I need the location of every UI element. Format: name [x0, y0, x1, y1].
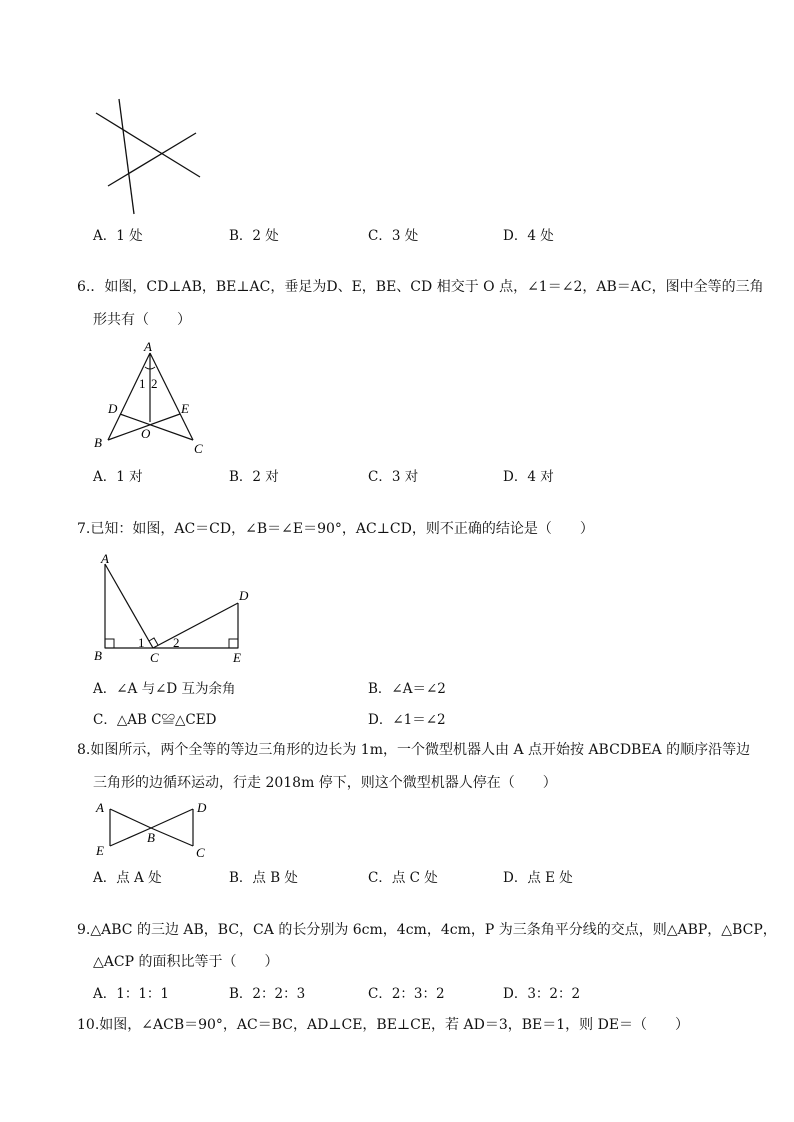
q6-option-b: B．2 对	[229, 469, 279, 485]
q8-segment-eb	[110, 828, 151, 846]
q7-label-b: B	[94, 648, 102, 663]
q8-label-c: C	[196, 845, 205, 860]
q7-label-1: 1	[138, 635, 145, 650]
q9-option-a: A．1：1：1	[93, 986, 170, 1002]
q7-label-d: D	[239, 588, 249, 603]
q10-question-line-1: 10.如图，∠ACB＝90°，AC＝BC，AD⊥CE，BE⊥CE，若 AD＝3，BE＝1，则 DE＝（ ）	[77, 1017, 690, 1033]
q6-option-a: A．1 对	[93, 469, 143, 485]
q8-option-c: C．点 C 处	[368, 870, 438, 886]
q8-segment-bd	[151, 809, 193, 828]
q7-label-c: C	[150, 650, 159, 665]
q7-label-a: A	[101, 551, 109, 566]
q9-question-line-1: 9.△ABC 的三边 AB，BC，CA 的长分别为 6cm，4cm，4cm，P 为三条角平分线的交点，则△ABP，△BCP，	[77, 922, 777, 938]
q8-segment-bc	[151, 828, 193, 846]
q8-question-line-2: 三角形的边循环运动，行走 2018m 停下，则这个微型机器人停在（ ）	[93, 775, 557, 791]
q8-label-d: D	[197, 800, 207, 815]
q8-label-b: B	[147, 830, 155, 845]
q6-label-2: 2	[151, 376, 158, 391]
q6-label-d: D	[108, 401, 118, 416]
q6-label-b: B	[94, 435, 102, 450]
q6-option-c: C．3 对	[368, 469, 419, 485]
q6-question-line-2: 形共有（ ）	[93, 312, 191, 328]
q7-option-b: B．∠A＝∠2	[368, 681, 446, 697]
q8-label-e: E	[96, 843, 104, 858]
q6-option-d: D．4 对	[503, 469, 554, 485]
q8-option-a: A．点 A 处	[93, 870, 162, 886]
q6-label-e: E	[181, 401, 189, 416]
q9-question-line-2: △ACP 的面积比等于（ ）	[93, 954, 279, 970]
q6-question-line-1: 6.．如图，CD⊥AB，BE⊥AC，垂足为D、E，BE、CD 相交于 O 点，∠1＝∠2，AB＝AC，图中全等的三角	[77, 279, 764, 295]
q8-question-line-1: 8.如图所示，两个全等的等边三角形的边长为 1m，一个微型机器人由 A 点开始按 ABCDBEA 的顺序沿等边	[77, 742, 751, 758]
q8-option-d: D．点 E 处	[503, 870, 573, 886]
q7-option-d: D．∠1＝∠2	[368, 712, 446, 728]
q6-label-o: O	[141, 426, 151, 441]
q8-label-a: A	[96, 800, 104, 815]
q7-option-a: A．∠A 与∠D 互为余角	[93, 681, 236, 697]
q7-option-c: C．△AB C≌△CED	[93, 712, 217, 728]
q5-option-b: B．2 处	[229, 228, 279, 244]
q9-option-b: B．2：2：3	[229, 986, 306, 1002]
q6-label-a: A	[144, 339, 152, 354]
q9-option-d: D．3：2：2	[503, 986, 581, 1002]
q7-question-line-1: 7.已知：如图，AC＝CD，∠B＝∠E＝90°，AC⊥CD，则不正确的结论是（ ）	[77, 521, 594, 537]
q6-label-1: 1	[139, 376, 146, 391]
q8-option-b: B．点 B 处	[229, 870, 298, 886]
q7-label-e: E	[233, 650, 241, 665]
q5-option-c: C．3 处	[368, 228, 419, 244]
q7-label-2: 2	[173, 635, 180, 650]
q6-label-c: C	[194, 441, 203, 456]
q5-option-a: A．1 处	[93, 228, 143, 244]
q8-segment-ab	[110, 809, 151, 828]
q9-option-c: C．2：3：2	[368, 986, 445, 1002]
q5-option-d: D．4 处	[503, 228, 554, 244]
